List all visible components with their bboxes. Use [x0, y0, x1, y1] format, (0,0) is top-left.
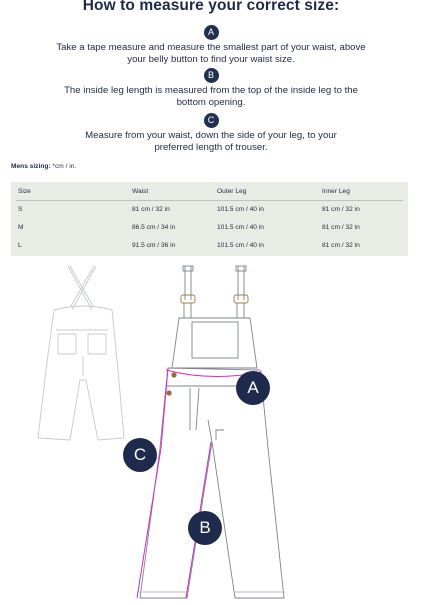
table-row	[11, 202, 408, 218]
step-a-text-line1: Take a tape measure and measure the smallest part of your waist, above	[56, 42, 366, 53]
inner-leg-cell: 81 cm / 32 in	[322, 206, 360, 213]
page-title: How to measure your correct size:	[82, 0, 340, 14]
step-a-badge: A	[204, 25, 219, 40]
table-header-row	[11, 184, 408, 200]
waist-cell: 91.5 cm / 36 in	[132, 242, 176, 249]
dungarees-front-view	[138, 266, 285, 598]
table-row	[11, 238, 408, 254]
inner-leg-cell: 81 cm / 32 in	[322, 242, 360, 249]
outer-leg-cell: 101.5 cm / 40 in	[217, 224, 264, 231]
marker-a-badge: A	[236, 371, 270, 405]
table-divider	[16, 200, 403, 201]
step-c	[0, 110, 422, 154]
measurement-illustration	[0, 262, 422, 600]
size-cell: S	[18, 206, 23, 213]
step-b-badge: B	[204, 68, 219, 83]
marker-b-badge: B	[188, 511, 222, 545]
step-c-text-line1: Measure from your waist, down the side of your leg, to your	[85, 130, 337, 141]
outer-leg-cell: 101.5 cm / 40 in	[217, 206, 264, 213]
step-b	[0, 65, 422, 109]
sizing-note	[11, 163, 76, 170]
step-a-text-line2: your belly button to find your waist size.	[127, 54, 295, 65]
sizing-note-units: *cm / in.	[50, 163, 77, 170]
table-row	[11, 220, 408, 236]
button-icon	[171, 372, 176, 377]
size-cell: M	[18, 224, 24, 231]
step-b-text-line1: The inside leg length is measured from the top of the inside leg to the	[64, 85, 358, 96]
waist-cell: 81 cm / 32 in	[132, 206, 170, 213]
step-c-text-line2: preferred length of trouser.	[154, 142, 268, 153]
header-outer-leg: Outer Leg	[217, 188, 247, 195]
sizing-note-label: Mens sizing:	[11, 163, 51, 170]
step-b-text-line2: bottom opening.	[176, 97, 246, 108]
header-inner-leg: Inner Leg	[322, 188, 350, 195]
marker-c-badge: C	[123, 438, 157, 472]
inner-leg-cell: 81 cm / 32 in	[322, 224, 360, 231]
size-table	[11, 182, 408, 256]
dungarees-back-view	[38, 266, 124, 440]
step-a	[0, 22, 422, 66]
waist-cell: 86.5 cm / 34 in	[132, 224, 176, 231]
button-icon	[166, 390, 171, 395]
size-cell: L	[18, 242, 22, 249]
header-size: Size	[18, 188, 31, 195]
header-waist: Waist	[132, 188, 149, 195]
step-c-badge: C	[204, 113, 219, 128]
outer-leg-cell: 101.5 cm / 40 in	[217, 242, 264, 249]
